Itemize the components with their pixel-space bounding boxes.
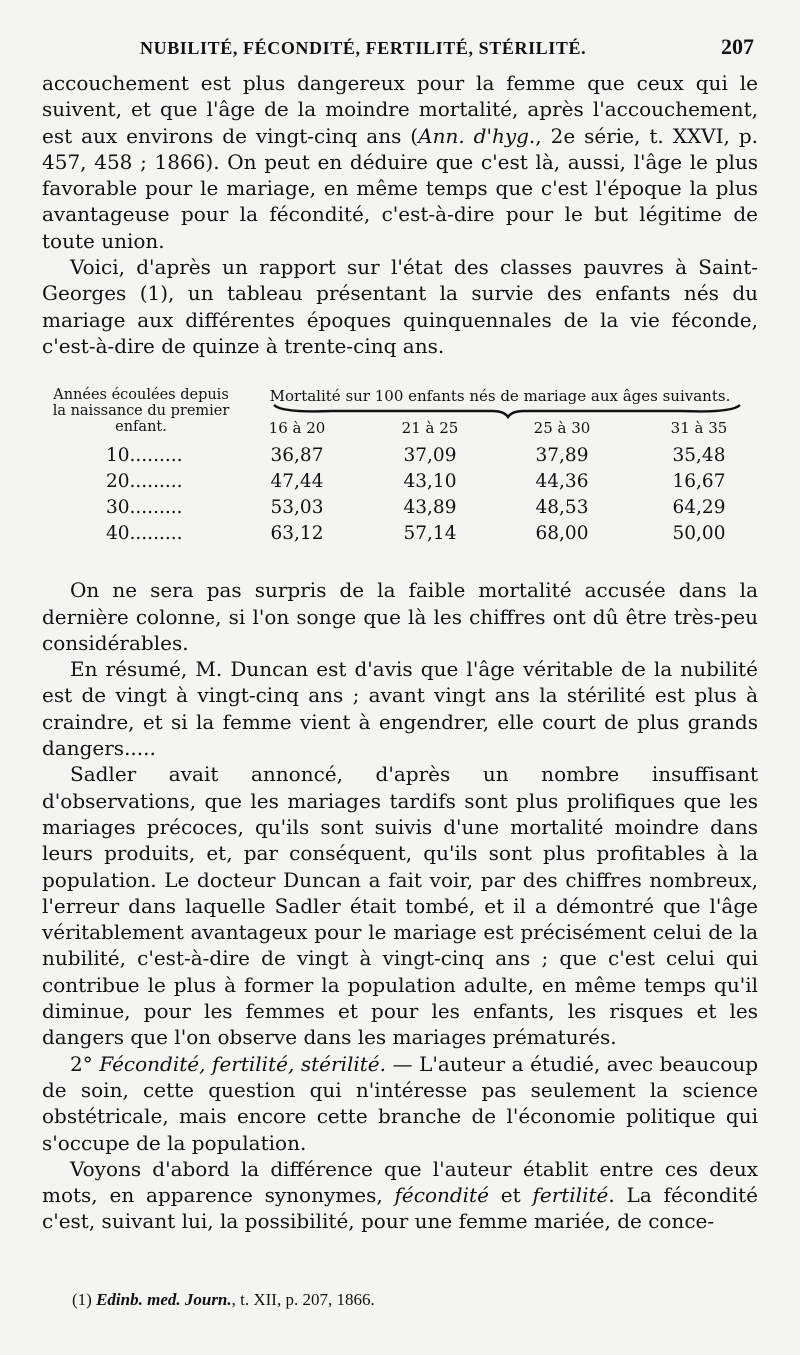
column-header: 25 à 30 [533, 419, 591, 438]
book-page [42, 36, 758, 1235]
table-left-header: Années écoulées depuis la naissance du premier enfant. [52, 387, 230, 436]
table-brace [272, 403, 742, 419]
table-row: 30......... 53,03 43,89 48,53 64,29 [106, 497, 726, 519]
footnote: (1) Edinb. med. Journ., t. XII, p. 207, 1866. [72, 1290, 375, 1309]
table-row: 10......... 36,87 37,09 37,89 35,48 [106, 445, 726, 467]
paragraph-5: Sadler avait annoncé, d'après un nombre insuffisant d'observations, que les mariages tardifs sont plus prolifiques que les mariages précoces, qu'ils sont suivis d'une mortalité moindre dans leurs produits, et, par conséquent, qu'ils sont plus profitables à la population. Le docteur Duncan a fait voir, par des chiffres nombreux, l'erreur dans laquelle Sadler était tombé, et il a démontré que l'âge véritablement avantageux pour le mariage est précisément celui de la nubilité, c'est-à-dire de vingt à vingt-cinq ans ; que c'est celui qui contribue le plus à former la population adulte, en même temps qu'il diminue, pour les femmes et pour les enfants, les risques et les dangers que l'on observe dans les mariages prématurés. [42, 762, 758, 1050]
column-header: 16 à 20 [268, 419, 326, 438]
paragraph-6: 2° Fécondité, fertilité, stérilité. — L'auteur a étudié, avec beaucoup de soin, cette question qui n'intéresse pas seulement la science obstétricale, mais encore cette branche de l'économie politique qui s'occupe de la population. [42, 1051, 759, 1155]
column-header: 21 à 25 [401, 419, 459, 438]
journal-title: Edinb. med. Journ. [96, 1290, 232, 1309]
table-row: 40......... 63,12 57,14 68,00 50,00 [106, 523, 726, 545]
paragraph-7: Voyons d'abord la différence que l'auteur établit entre ces deux mots, en apparence synonymes, fécondité et fertilité. La fécondité c'est, suivant lui, la possibilité, pour une femme mariée, de conce- [42, 1156, 758, 1234]
table-span-header: Mortalité sur 100 enfants nés de mariage aux âges suivants. [269, 387, 731, 406]
paragraph-3: On ne sera pas surpris de la faible mortalité accusée dans la dernière colonne, si l'on songe que là les chiffres ont dû être très-peu considérables. [42, 578, 758, 655]
mortality-table [42, 387, 758, 577]
paragraph-1: accouchement est plus dangereux pour la femme que ceux qui le suivent, et que l'âge de la moindre mortalité, après l'accouchement, est aux environs de vingt-cinq ans (Ann. d'hyg., 2e série, t. XXVI, p. 457, 458 ; 1866). On peut en déduire que c'est là, aussi, l'âge le plus favorable pour le mariage, en même temps que c'est l'époque la plus avantageuse pour la fécondité, c'est-à-dire pour le but légitime de toute union. [42, 71, 759, 253]
section-title: Fécondité, fertilité, stérilité. [99, 1051, 386, 1076]
page-number: 207 [721, 34, 754, 59]
paragraph-2: Voici, d'après un rapport sur l'état des classes pauvres à Saint-Georges (1), un tableau présentant la survie des enfants nés du mariage aux différentes époques quinquennales de la vie féconde, c'est-à-dire de quinze à trente-cinq ans. [42, 255, 758, 358]
column-header: 31 à 35 [670, 419, 728, 438]
table-row: 20......... 47,44 43,10 44,36 16,67 [106, 471, 726, 493]
paragraph-4: En résumé, M. Duncan est d'avis que l'âge véritable de la nubilité est de vingt à vingt-cinq ans ; avant vingt ans la stérilité est plus à craindre, et si la femme vient à engendrer, elle court de plus grands dangers..... [42, 657, 758, 761]
citation: Ann. d'hyg. [418, 123, 536, 148]
page-header [42, 34, 758, 68]
running-title: NUBILITÉ, FÉCONDITÉ, FERTILITÉ, STÉRILITÉ. [140, 38, 587, 58]
